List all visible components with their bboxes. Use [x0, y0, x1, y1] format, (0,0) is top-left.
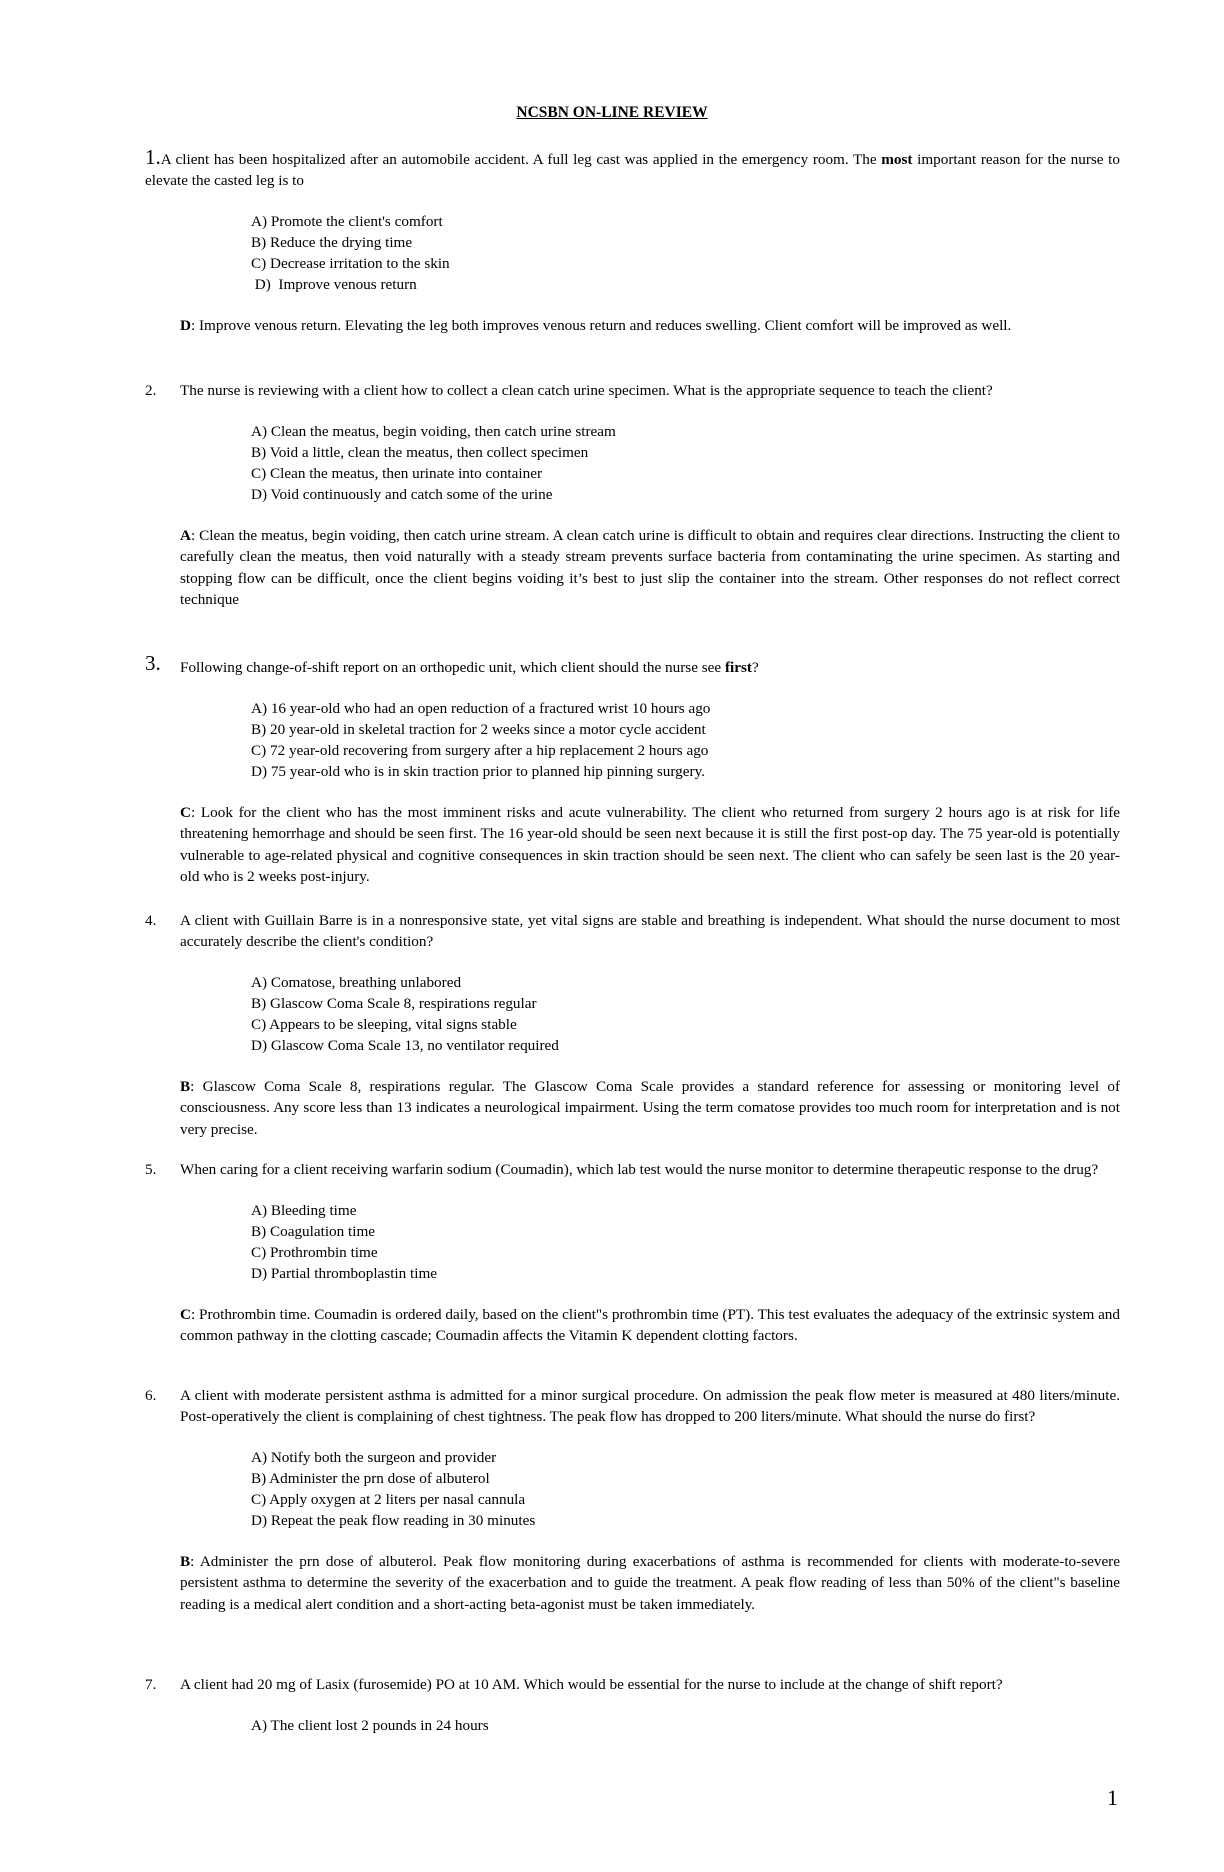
question-1	[145, 147, 1120, 336]
options-list	[145, 421, 1120, 505]
question-5	[145, 1159, 1120, 1347]
option-b: B) 20 year-old in skeletal traction for 2 weeks since a motor cycle accident	[251, 721, 706, 738]
question-number: 4.	[145, 912, 157, 929]
question-4	[145, 910, 1120, 1140]
question-number: 7.	[145, 1676, 157, 1693]
option-b: B) Coagulation time	[251, 1223, 376, 1240]
options-list	[145, 1715, 1120, 1736]
answer-text: : Prothrombin time. Coumadin is ordered daily, based on the client"s prothrombin time (PT). This test evaluates the adequacy of the extrinsic system and common pathway in the clotting cascade; Coumadin affects the Vitamin K dependent clotting factors.	[180, 1306, 1120, 1345]
answer-explanation	[145, 1076, 1120, 1140]
question-number: 6.	[145, 1387, 157, 1404]
options-list	[145, 1200, 1120, 1284]
options-list	[145, 1447, 1120, 1531]
answer-letter: B	[180, 1078, 191, 1095]
answer-letter: A	[180, 527, 191, 544]
option-a: A) 16 year-old who had an open reduction of a fractured wrist 10 hours ago	[251, 700, 711, 717]
answer-explanation	[145, 1551, 1120, 1615]
page-title: NCSBN ON-LINE REVIEW	[516, 104, 708, 121]
question-stem: Following change-of-shift report on an orthopedic unit, which client should the nurse see	[180, 659, 725, 676]
question-number: 5.	[145, 1161, 157, 1178]
question-number: 2.	[145, 382, 157, 399]
question-stem: A client with Guillain Barre is in a nonresponsive state, yet vital signs are stable and breathing is independent. What should the nurse document to most accurately describe the client's condition?	[180, 912, 1120, 950]
question-stem: The nurse is reviewing with a client how to collect a clean catch urine specimen. What is the appropriate sequence to teach the client?	[180, 382, 993, 399]
question-stem: A client had 20 mg of Lasix (furosemide) PO at 10 AM. Which would be essential for the nurse to include at the change of shift report?	[180, 1676, 1003, 1693]
options-list	[145, 211, 1120, 295]
answer-explanation	[145, 315, 1120, 336]
question-stem-end: ?	[751, 659, 759, 676]
question-stem-emphasis: first	[724, 659, 752, 676]
answer-letter: D	[180, 317, 191, 334]
option-a: A) Notify both the surgeon and provider	[251, 1449, 497, 1466]
answer-text: : Look for the client who has the most imminent risks and acute vulnerability. The client who returned from surgery 2 hours ago is at risk for life threatening hemorrhage and should be seen first. The 16 year-old should be seen next because it is still the first post-op day. The 75 year-old is potentially vulnerable to age-related physical and cognitive consequences in skin traction should be seen next. The client who can safely be seen last is the 20 year-old who is 2 weeks post-injury.	[180, 804, 1120, 885]
option-a: A) Bleeding time	[251, 1202, 357, 1219]
option-a: A) Comatose, breathing unlabored	[251, 974, 462, 991]
answer-text: : Administer the prn dose of albuterol. Peak flow monitoring during exacerbations of asthma is recommended for clients with moderate-to-severe persistent asthma to determine the severity of the exacerbation and to guide the treatment. A peak flow reading of less than 50% of the client"s baseline reading is a medical alert condition and a short-acting beta-agonist must be taken immediately.	[180, 1553, 1120, 1613]
question-number: 1.	[145, 145, 161, 169]
answer-explanation	[145, 525, 1120, 610]
question-stem: When caring for a client receiving warfarin sodium (Coumadin), which lab test would the nurse monitor to determine therapeutic response to the drug?	[180, 1161, 1099, 1178]
option-c: C) Decrease irritation to the skin	[251, 255, 450, 272]
option-d: D) 75 year-old who is in skin traction prior to planned hip pinning surgery.	[251, 763, 705, 780]
option-b: B) Void a little, clean the meatus, then collect specimen	[251, 444, 589, 461]
question-6	[145, 1385, 1120, 1615]
option-d: D) Repeat the peak flow reading in 30 minutes	[251, 1512, 536, 1529]
answer-letter: C	[180, 1306, 191, 1323]
option-c: C) Prothrombin time	[251, 1244, 378, 1261]
answer-text: : Glascow Coma Scale 8, respirations regular. The Glascow Coma Scale provides a standard reference for assessing or monitoring level of consciousness. Any score less than 13 indicates a neurological impairment. Using the term comatose provides too much room for interpretation and is not very precise.	[180, 1078, 1120, 1138]
options-list	[145, 972, 1120, 1056]
question-2	[145, 380, 1120, 610]
option-a: A) The client lost 2 pounds in 24 hours	[251, 1717, 489, 1734]
question-stem-emphasis: most	[881, 151, 913, 168]
question-stem-end: important reason for the nurse to elevate the casted leg is to	[145, 151, 1120, 189]
question-7	[145, 1674, 1120, 1736]
question-number: 3.	[145, 651, 161, 675]
option-b: B) Glascow Coma Scale 8, respirations regular	[251, 995, 537, 1012]
answer-letter: B	[180, 1553, 191, 1570]
option-c: C) Appears to be sleeping, vital signs stable	[251, 1016, 517, 1033]
option-d: D) Void continuously and catch some of the urine	[251, 486, 553, 503]
question-stem: A client has been hospitalized after an automobile accident. A full leg cast was applied in the emergency room. The	[160, 151, 882, 168]
option-d: D) Improve venous return	[251, 276, 417, 293]
option-d: D) Glascow Coma Scale 13, no ventilator required	[251, 1037, 559, 1054]
answer-explanation	[145, 1304, 1120, 1347]
option-d: D) Partial thromboplastin time	[251, 1265, 438, 1282]
option-b: B) Administer the prn dose of albuterol	[251, 1470, 490, 1487]
question-3	[145, 651, 1120, 887]
answer-text: : Improve venous return. Elevating the leg both improves venous return and reduces swelling. Client comfort will be improved as well.	[190, 317, 1012, 334]
option-a: A) Promote the client's comfort	[251, 213, 443, 230]
page-number: 1	[1107, 1785, 1118, 1810]
answer-letter: C	[180, 804, 191, 821]
answer-text: : Clean the meatus, begin voiding, then catch urine stream. A clean catch urine is difficult to obtain and requires clear directions. Instructing the client to carefully clean the meatus, then void naturally with a steady stream prevents surface bacteria from contaminating the urine specimen. As starting and stopping flow can be difficult, once the client begins voiding it’s best to just slip the container into the stream. Other responses do not reflect correct technique	[180, 527, 1120, 608]
options-list	[145, 698, 1120, 782]
option-c: C) Apply oxygen at 2 liters per nasal cannula	[251, 1491, 526, 1508]
option-a: A) Clean the meatus, begin voiding, then catch urine stream	[251, 423, 616, 440]
option-c: C) 72 year-old recovering from surgery after a hip replacement 2 hours ago	[251, 742, 709, 759]
answer-explanation	[145, 802, 1120, 887]
question-stem: A client with moderate persistent asthma is admitted for a minor surgical procedure. On admission the peak flow meter is measured at 480 liters/minute. Post-operatively the client is complaining of chest tightness. The peak flow has dropped to 200 liters/minute. What should the nurse do first?	[180, 1387, 1120, 1425]
option-c: C) Clean the meatus, then urinate into container	[251, 465, 543, 482]
option-b: B) Reduce the drying time	[251, 234, 413, 251]
